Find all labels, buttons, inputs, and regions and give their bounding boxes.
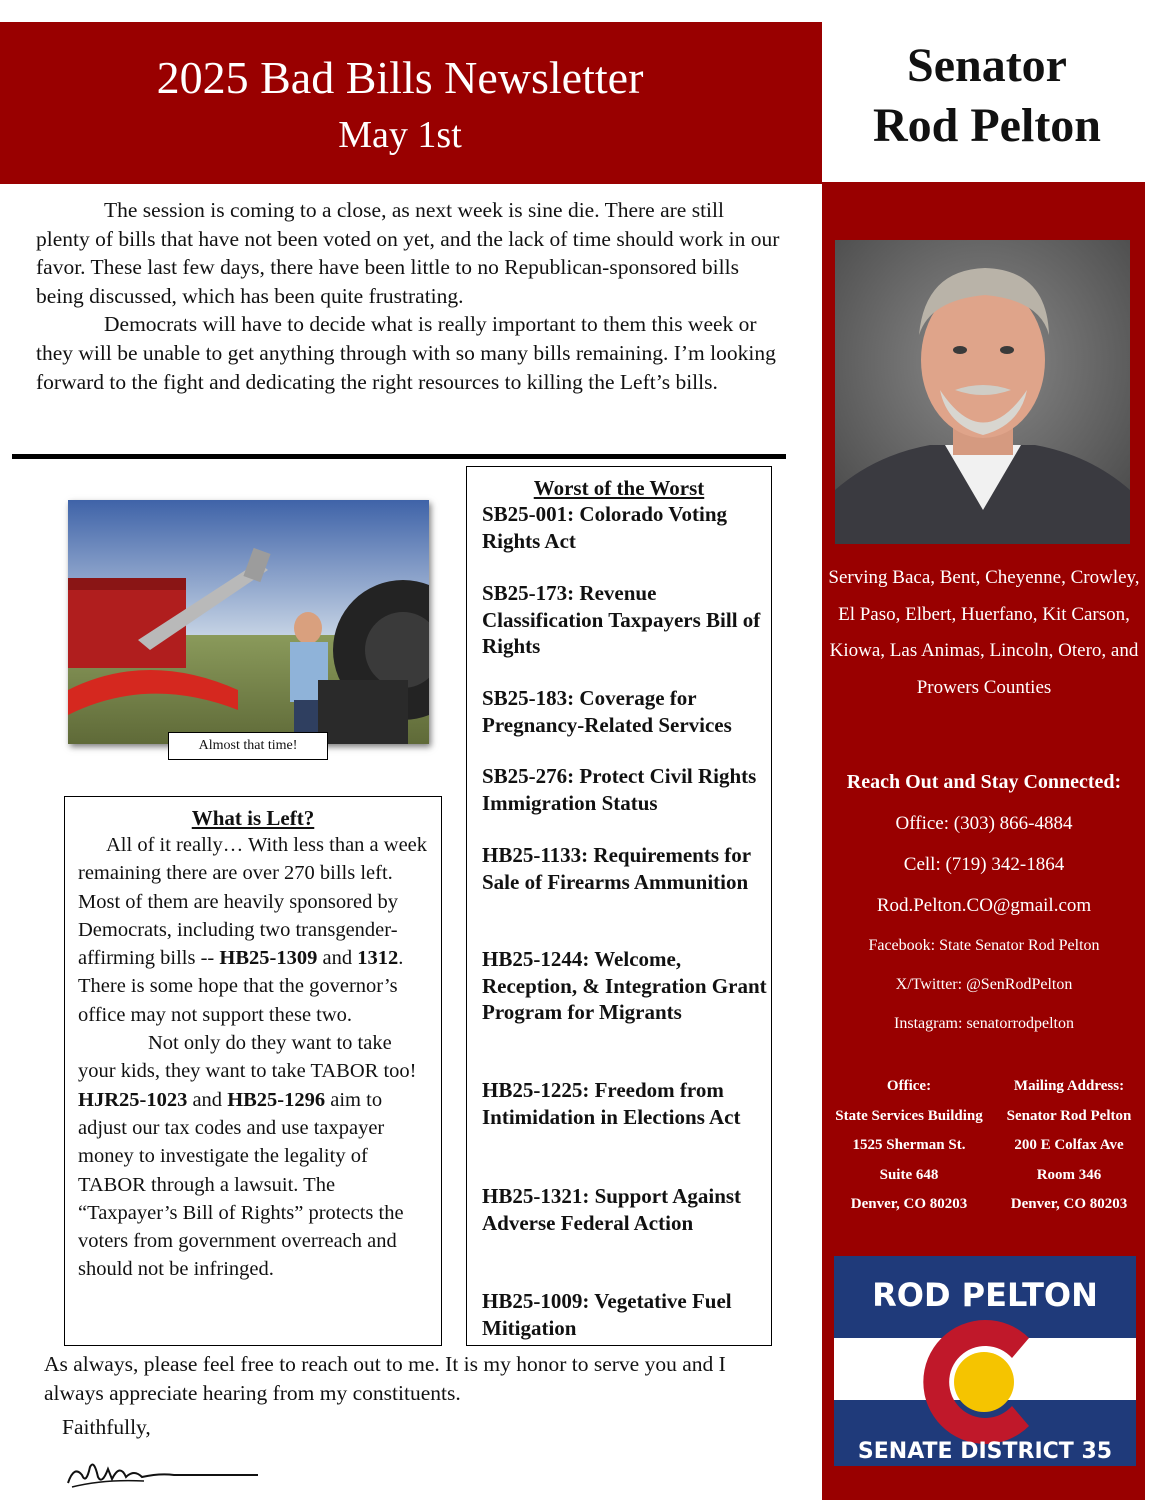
closing-text: As always, please feel free to reach out to me. It is my honor to serve you and I always appreciate hearing from my constituents. <box>44 1352 726 1405</box>
intro-text <box>36 196 781 396</box>
bill-reference: HB25-1309 <box>219 947 318 970</box>
senator-name <box>822 36 1152 156</box>
bill-item: SB25-173: Revenue Classification Taxpayers Bill of Rights <box>482 581 761 658</box>
bill-item: HB25-1133: Requirements for Sale of Firearms Ammunition <box>482 843 751 894</box>
photo-caption: Almost that time! <box>168 732 328 760</box>
signoff: Faithfully, <box>62 1415 151 1439</box>
address-line: 1525 Sherman St. <box>852 1137 966 1153</box>
address-line: Office: <box>886 1078 932 1094</box>
address-line: Denver, CO 80203 <box>850 1196 968 1212</box>
newsletter-date: May 1st <box>338 114 462 156</box>
what-is-left-body <box>78 831 430 1284</box>
bill-item: HB25-1009: Vegetative Fuel Mitigation <box>482 1289 732 1340</box>
text-run: All of it really… With less than a week remaining there are over 270 bills left. Most of them are heavily sponsored by Democrats, including two transgender-affirming bills -- <box>78 834 428 970</box>
bill-reference: 1312 <box>357 947 399 970</box>
office-address <box>826 1072 992 1220</box>
newsletter-title: 2025 Bad Bills Newsletter <box>156 52 644 103</box>
what-is-left-title: What is Left? <box>191 806 315 830</box>
signature-stroke <box>68 1465 258 1483</box>
reach-out-heading: Reach Out and Stay Connected: <box>846 771 1122 793</box>
what-is-left-paragraph <box>78 1029 430 1284</box>
address-line: 200 E Colfax Ave <box>1014 1137 1124 1153</box>
what-is-left-paragraph <box>78 831 430 1029</box>
text-run: . There is some hope that the governor’s office may not support these two. <box>78 947 404 1026</box>
address-line: Suite 648 <box>879 1166 939 1183</box>
intro-paragraph: Democrats will have to decide what is really important to them this week or they will be unable to get anything through with so many bills remaining. I’m looking forward to the fight and dedicating the right resources to killing the Left’s bills. <box>36 312 776 394</box>
bill-item: SB25-183: Coverage for Pregnancy-Related Services <box>482 686 732 737</box>
text-run: Not only do they want to take your kids, they want to take TABOR too! <box>78 1032 417 1083</box>
email-link[interactable]: Rod.Pelton.CO@gmail.com <box>876 895 1092 916</box>
address-line: State Services Building <box>835 1107 983 1124</box>
senator-portrait <box>835 240 1130 544</box>
instagram-link[interactable]: Instagram: senatorrodpelton <box>894 1015 1074 1032</box>
farm-photo <box>68 500 429 744</box>
twitter-link[interactable]: X/Twitter: @SenRodPelton <box>895 976 1073 993</box>
intro-paragraph: The session is coming to a close, as next week is sine die. There are still plenty of bills that have not been voted on yet, and the lack of time should work in our favor. These last few days, there have been little to no Republican-sponsored bills being discussed, which has been quite frustrating. <box>36 198 780 308</box>
signature-image <box>64 1455 264 1491</box>
bill-item: HB25-1244: Welcome, Reception, & Integration Grant Program for Migrants <box>482 947 767 1024</box>
bill-reference: HJR25-1023 <box>78 1088 188 1111</box>
bill-item: SB25-001: Colorado Voting Rights Act <box>482 502 728 553</box>
logo-top-text: ROD PELTON <box>872 1276 1098 1314</box>
bill-item: HB25-1321: Support Against Adverse Federal Action <box>482 1184 742 1235</box>
office-phone: Office: (303) 866-4884 <box>895 813 1073 834</box>
text-run: and <box>317 947 358 970</box>
bill-reference: HB25-1296 <box>227 1088 326 1111</box>
cell-phone: Cell: (719) 342-1864 <box>903 854 1065 875</box>
worst-of-worst-title: Worst of the Worst <box>533 476 705 500</box>
address-line: Mailing Address: <box>1013 1078 1125 1094</box>
text-run: and <box>187 1088 228 1111</box>
address-line: Room 346 <box>1036 1166 1102 1183</box>
mailing-address <box>996 1072 1142 1220</box>
counties-served: Serving Baca, Bent, Cheyenne, Crowley, El Paso, Elbert, Huerfano, Kit Carson, Kiowa, Las Animas, Lincoln, Otero, and Prowers Counties <box>828 567 1140 698</box>
section-divider <box>12 454 786 459</box>
text-run: aim to adjust our tax codes and use taxpayer money to investigate the legality of TABOR through a lawsuit. The “Taxpayer’s Bill of Rights” protects the voters from government overreach and should not be infringed. <box>78 1088 404 1281</box>
bill-item: SB25-276: Protect Civil Rights Immigration Status <box>482 764 757 815</box>
senator-title-line: Senator <box>907 39 1067 92</box>
logo-bottom-text: SENATE DISTRICT 35 <box>857 1439 1113 1464</box>
sun-disc-icon <box>954 1352 1014 1412</box>
bill-item: HB25-1225: Freedom from Intimidation in Elections Act <box>482 1078 741 1129</box>
senator-name-line: Rod Pelton <box>873 99 1101 152</box>
address-line: Denver, CO 80203 <box>1010 1196 1128 1212</box>
campaign-logo <box>834 1256 1136 1466</box>
address-line: Senator Rod Pelton <box>1006 1107 1132 1124</box>
facebook-link[interactable]: Facebook: State Senator Rod Pelton <box>868 937 1100 954</box>
portrait-image <box>835 240 1130 544</box>
